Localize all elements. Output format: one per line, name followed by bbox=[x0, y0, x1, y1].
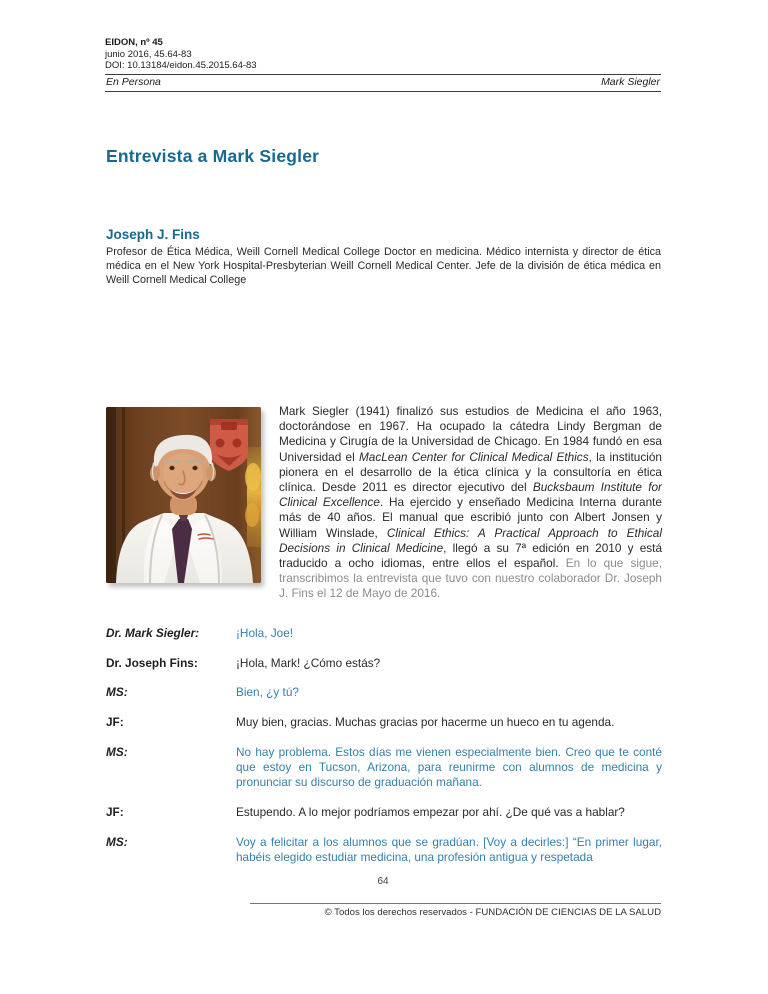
dialogue-text: ¡Hola, Mark! ¿Cómo estás? bbox=[236, 655, 381, 670]
page-header bbox=[105, 37, 661, 92]
interview-dialogue bbox=[106, 626, 662, 880]
author-name: Joseph J. Fins bbox=[106, 227, 200, 242]
intro-text-segment: , la institución pionera en el desarrollo de la ética clínica y la consultoría en ética clínica. Desde 2011 es director ejecutivo del bbox=[279, 449, 662, 495]
journal-name: EIDON, nº 45 bbox=[105, 37, 163, 48]
author-affiliation: Profesor de Ética Médica, Weill Cornell Medical College Doctor en medicina. Médico internista y director de ética médica en el New York Hospital-Presbyterian Weill Cornell Medical Center. Jefe de la división de ética médica en Weill Cornell Medical College bbox=[106, 246, 661, 286]
intro-paragraph bbox=[106, 404, 662, 602]
speaker-label: Dr. Joseph Fins: bbox=[106, 655, 198, 670]
dialogue-row bbox=[106, 835, 662, 865]
dialogue-text: Voy a felicitar a los alumnos que se gradúan. [Voy a decirles:] “En primer lugar, habéis elegido estudiar medicina, una profesión antigua y respetada bbox=[236, 834, 662, 864]
dialogue-text: No hay problema. Estos días me vienen especialmente bien. Creo que te conté que estoy en Tucson, Arizona, para reunirme con alumnos de medicina y pronunciar su discurso de graduación mañana. bbox=[236, 744, 662, 790]
speaker-label: MS: bbox=[106, 685, 128, 700]
speaker-label: JF: bbox=[106, 804, 124, 819]
author-block bbox=[106, 227, 661, 287]
journal-issue: junio 2016, 45.64-83 bbox=[105, 48, 192, 60]
dialogue-text: Muy bien, gracias. Muchas gracias por hacerme un hueco en tu agenda. bbox=[236, 715, 615, 730]
intro-editorial-note: En lo que sigue, transcribimos la entrevista que tuvo con nuestro colaborador Dr. Joseph J. Fins el 12 de Mayo de 2016. bbox=[279, 556, 662, 601]
intro-text-segment: Mark Siegler (1941) finalizó sus estudios de Medicina el año 1963, doctorándose en 1967. Ha ocupado la cátedra Lindy Bergman de Medicina y Cirugía de la Universidad de Chicago. En 1984 fundó en esa Universidad el bbox=[279, 404, 662, 464]
speaker-label: MS: bbox=[106, 834, 128, 849]
speaker-label: MS: bbox=[106, 744, 128, 759]
dialogue-row bbox=[106, 805, 662, 820]
portrait-mark-siegler-photo bbox=[106, 407, 261, 583]
speaker-label: Dr. Mark Siegler: bbox=[106, 626, 200, 640]
dialogue-row bbox=[106, 745, 662, 791]
dialogue-row bbox=[106, 715, 662, 730]
section-name: En Persona bbox=[106, 75, 161, 88]
article-title: Entrevista a Mark Siegler bbox=[106, 146, 320, 166]
intro-book-title: MacLean Center for Clinical Medical Ethics bbox=[358, 449, 589, 464]
dialogue-row bbox=[106, 656, 662, 671]
page-number: 64 bbox=[377, 876, 389, 887]
dialogue-text: Estupendo. A lo mejor podríamos empezar por ahí. ¿De qué vas a hablar? bbox=[236, 804, 625, 819]
intro-institute-title: Bucksbaum Institute for Clinical Excellence bbox=[279, 480, 662, 510]
dialogue-row bbox=[106, 626, 662, 641]
journal-doi: DOI: 10.13184/eidon.45.2015.64-83 bbox=[105, 60, 257, 71]
header-rule-bottom bbox=[105, 91, 661, 92]
footer bbox=[250, 903, 661, 918]
running-head-row bbox=[105, 75, 661, 89]
dialogue-text: Bien, ¿y tú? bbox=[236, 685, 299, 700]
speaker-label: JF: bbox=[106, 715, 124, 730]
running-head: Mark Siegler bbox=[601, 75, 660, 88]
intro-manual-title: Clinical Ethics: A Practical Approach to Ethical Decisions in Clinical Medicine bbox=[279, 525, 662, 555]
dialogue-text: ¡Hola, Joe! bbox=[236, 626, 294, 640]
intro-text-segment: . Ha ejercido y enseñado Medicina Interna durante más de 40 años. El manual que escribió junto con Albert Jonsen y William Winslade, bbox=[279, 495, 662, 540]
copyright-notice: © Todos los derechos reservados - FUNDACIÓN DE CIENCIAS DE LA SALUD bbox=[324, 907, 661, 918]
dialogue-row bbox=[106, 685, 662, 700]
portrait-illustration bbox=[106, 407, 261, 583]
intro-text-segment: , llegó a su 7ª edición en 2010 y está traducido a ocho idiomas, entre ellos el español. bbox=[279, 540, 663, 571]
